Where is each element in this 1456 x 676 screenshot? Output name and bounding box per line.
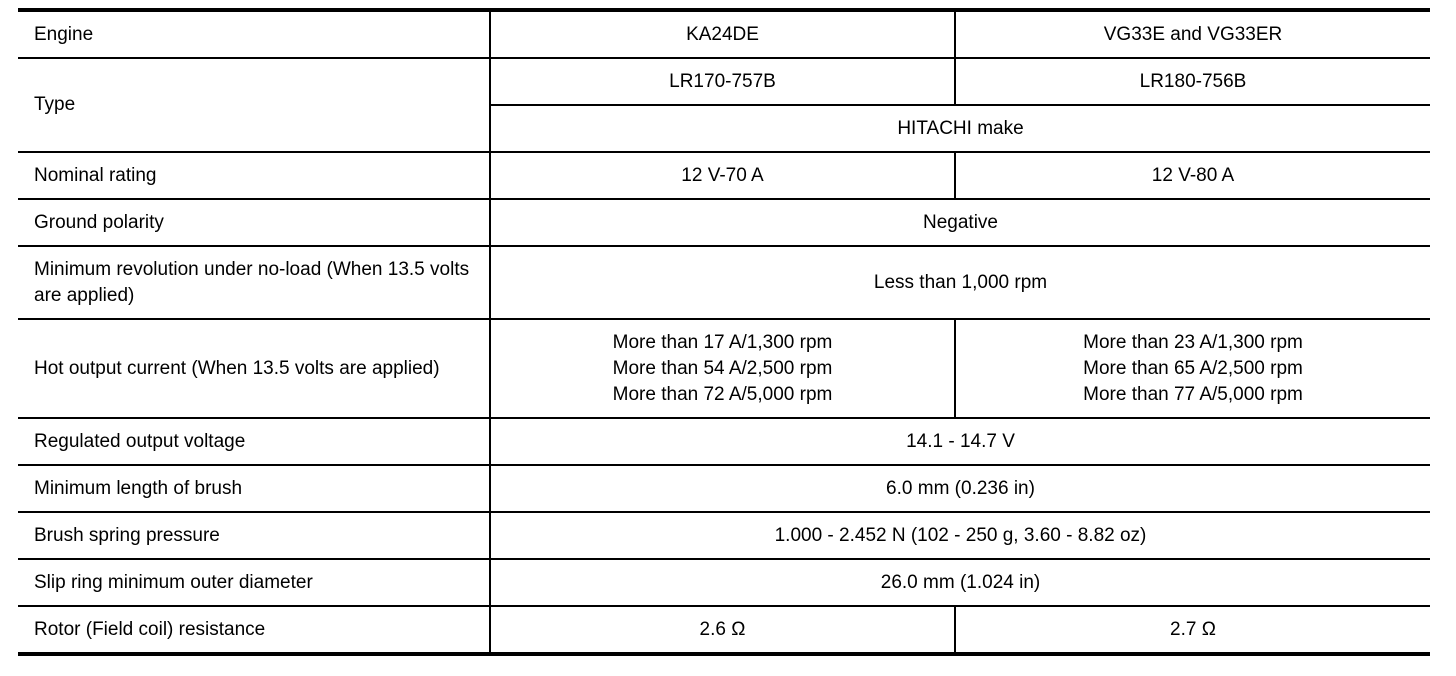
- ground-polarity-value: Negative: [490, 199, 1430, 246]
- ground-polarity-label: Ground polarity: [18, 199, 490, 246]
- engine-vg: VG33E and VG33ER: [955, 10, 1430, 58]
- type-label: Type: [18, 58, 490, 152]
- hot-output-ka-1: More than 17 A/1,300 rpm: [612, 331, 833, 353]
- type-vg: LR180-756B: [955, 58, 1430, 105]
- rotor-resistance-ka: 2.6 Ω: [490, 606, 955, 654]
- row-engine: [18, 10, 1430, 58]
- engine-ka: KA24DE: [490, 10, 955, 58]
- row-rotor-resistance: [18, 606, 1430, 654]
- min-revolution-value: Less than 1,000 rpm: [490, 246, 1430, 319]
- regulated-voltage-value: 14.1 - 14.7 V: [490, 418, 1430, 465]
- min-revolution-label: Minimum revolution under no-load (When 13.5 volts are applied): [18, 246, 490, 319]
- row-type: [18, 58, 1430, 105]
- row-regulated-voltage: [18, 418, 1430, 465]
- row-brush-spring: [18, 512, 1430, 559]
- row-nominal-rating: [18, 152, 1430, 199]
- regulated-voltage-label: Regulated output voltage: [18, 418, 490, 465]
- hot-output-ka: [490, 319, 955, 418]
- rotor-resistance-label: Rotor (Field coil) resistance: [18, 606, 490, 654]
- brush-spring-label: Brush spring pressure: [18, 512, 490, 559]
- brush-length-value: 6.0 mm (0.236 in): [490, 465, 1430, 512]
- row-min-revolution: [18, 246, 1430, 319]
- hot-output-ka-2: More than 54 A/2,500 rpm: [612, 357, 833, 379]
- alternator-spec-table: [18, 8, 1430, 656]
- engine-label: Engine: [18, 10, 490, 58]
- row-ground-polarity: [18, 199, 1430, 246]
- row-brush-length: [18, 465, 1430, 512]
- nominal-rating-vg: 12 V-80 A: [955, 152, 1430, 199]
- type-make: HITACHI make: [490, 105, 1430, 152]
- nominal-rating-label: Nominal rating: [18, 152, 490, 199]
- hot-output-ka-3: More than 72 A/5,000 rpm: [612, 383, 833, 405]
- type-ka: LR170-757B: [490, 58, 955, 105]
- row-hot-output: [18, 319, 1430, 418]
- hot-output-vg-3: More than 77 A/5,000 rpm: [1083, 383, 1303, 405]
- hot-output-label: Hot output current (When 13.5 volts are applied): [18, 319, 490, 418]
- row-slip-ring: [18, 559, 1430, 606]
- hot-output-vg-1: More than 23 A/1,300 rpm: [1083, 331, 1303, 353]
- slip-ring-label: Slip ring minimum outer diameter: [18, 559, 490, 606]
- hot-output-vg-2: More than 65 A/2,500 rpm: [1083, 357, 1303, 379]
- rotor-resistance-vg: 2.7 Ω: [955, 606, 1430, 654]
- brush-spring-value: 1.000 - 2.452 N (102 - 250 g, 3.60 - 8.82 oz): [490, 512, 1430, 559]
- hot-output-vg: [955, 319, 1430, 418]
- brush-length-label: Minimum length of brush: [18, 465, 490, 512]
- slip-ring-value: 26.0 mm (1.024 in): [490, 559, 1430, 606]
- nominal-rating-ka: 12 V-70 A: [490, 152, 955, 199]
